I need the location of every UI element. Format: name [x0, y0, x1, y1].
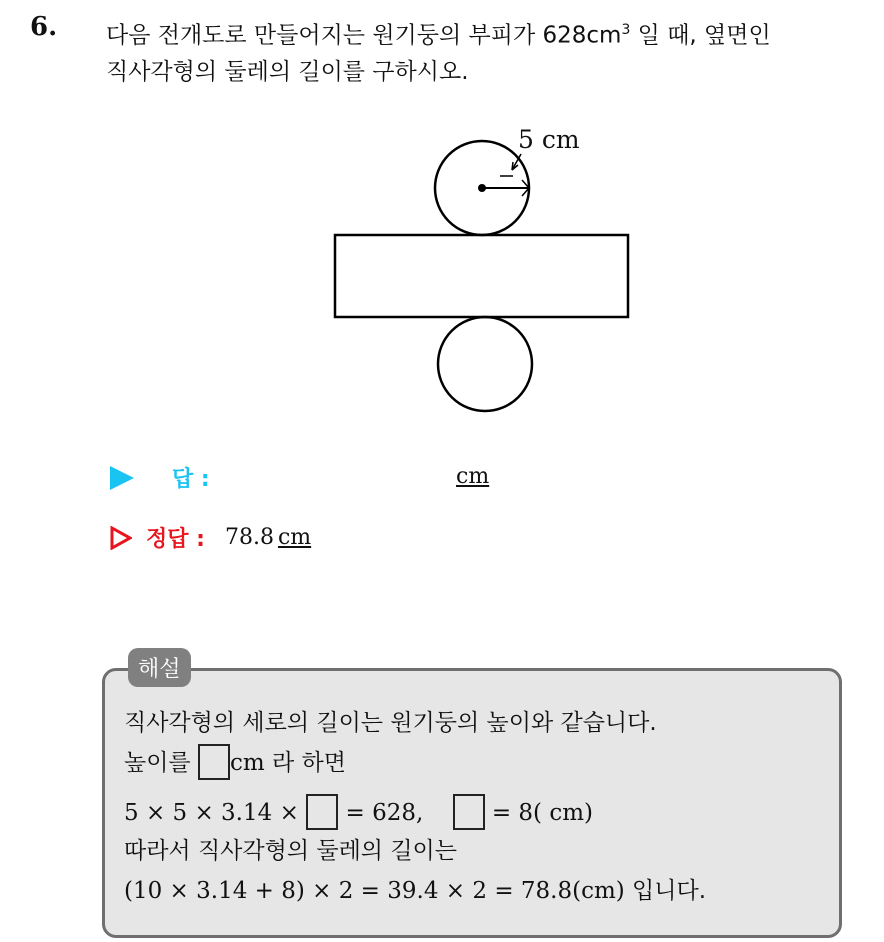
- bottom-circle: [438, 317, 532, 411]
- explanation-line-4: 따라서 직사각형의 둘레의 길이는: [124, 838, 457, 864]
- correct-unit: cm: [277, 525, 312, 550]
- correct-answer-row: [110, 522, 311, 553]
- height-blank-box: [198, 744, 230, 780]
- question-number: 6.: [30, 12, 58, 42]
- explanation-tag: 해설: [128, 648, 191, 687]
- explanation-line-3: 5 × 5 × 3.14 × = 628, = 8( cm): [124, 794, 593, 830]
- height-blank-box-3: [453, 794, 485, 830]
- cylinder-net-figure: [320, 118, 640, 418]
- radius-label: 5 cm: [518, 125, 580, 154]
- height-blank-box-2: [306, 794, 338, 830]
- play-triangle-icon: [110, 466, 134, 490]
- answer-unit: cm: [456, 464, 490, 489]
- answer-row: [110, 462, 490, 493]
- correct-label: 정답 :: [146, 527, 205, 552]
- answer-label: 답 :: [172, 467, 210, 492]
- correct-value: 78.8: [224, 525, 274, 550]
- explanation-line-5: (10 × 3.14 + 8) × 2 = 39.4 × 2 = 78.8(cm) 입니다.: [124, 878, 707, 904]
- question-text: [106, 12, 866, 90]
- outline-triangle-icon: [110, 526, 132, 550]
- question-line-1: 다음 전개도로 만들어지는 원기둥의 부피가 $628cm^3$ 일 때, 옆면인: [106, 22, 771, 49]
- question-line-2: 직사각형의 둘레의 길이를 구하시오.: [106, 58, 469, 85]
- explanation-line-2: 높이를 cm 라 하면: [124, 744, 346, 780]
- lateral-rectangle: [335, 235, 628, 317]
- explanation-line-1: 직사각형의 세로의 길이는 원기둥의 높이와 같습니다.: [124, 710, 657, 736]
